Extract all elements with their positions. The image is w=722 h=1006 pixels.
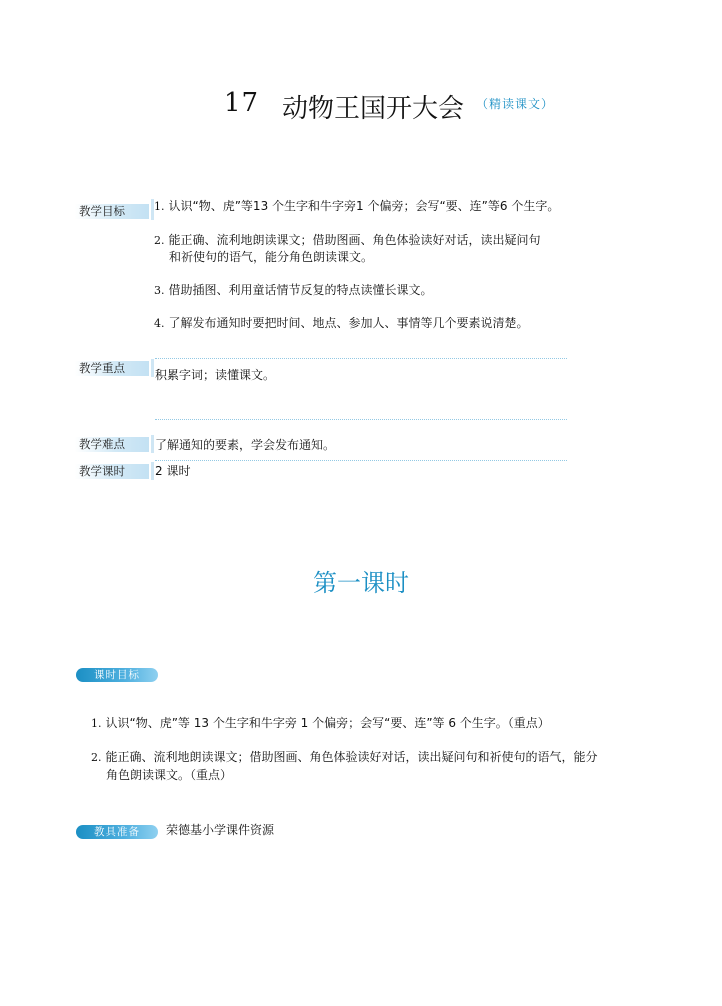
prep-badge: 教具准备 <box>76 825 158 839</box>
lesson-number: 17 <box>224 88 260 118</box>
objectives-label: 教学目标 <box>75 204 149 219</box>
goal-number: 1. <box>91 717 102 730</box>
lesson-goal-2-cont <box>106 766 232 785</box>
hours-label: 教学课时 <box>75 464 149 479</box>
key-points-label: 教学重点 <box>75 361 149 376</box>
divider <box>155 419 567 420</box>
divider <box>155 358 567 359</box>
title-subtitle: （精读课文） <box>476 97 555 111</box>
objective-item-2-cont <box>169 248 373 267</box>
hours-bar <box>151 462 154 480</box>
objective-text: 能正确、流利地朗读课文；借助图画、角色体验读好对话，读出疑问句 <box>168 233 541 247</box>
objective-number: 1. <box>154 200 165 213</box>
hours-text: 2 课时 <box>155 464 191 478</box>
goal-number: 2. <box>91 751 102 764</box>
objective-item-4 <box>154 314 529 333</box>
divider <box>155 460 567 461</box>
objective-number: 3. <box>154 284 165 297</box>
goal-text: 认识“物、虎”等 13 个生字和牛字旁 1 个偏旁；会写“要、连”等 6 个生字。（重点） <box>105 716 550 730</box>
key-points-text: 积累字词；读懂课文。 <box>155 368 276 382</box>
section-title: 第一课时 <box>313 569 409 597</box>
objective-item-1 <box>154 197 559 216</box>
objective-text: 和祈使句的语气，能分角色朗读课文。 <box>169 250 374 264</box>
objective-number: 2. <box>154 234 165 247</box>
prep-text: 荣德基小学课件资源 <box>166 823 275 837</box>
lesson-goals-badge: 课时目标 <box>76 668 158 682</box>
lesson-goal-1 <box>91 714 550 733</box>
difficulties-text: 了解通知的要素，学会发布通知。 <box>155 438 336 452</box>
goal-text: 能正确、流利地朗读课文；借助图画、角色体验读好对话，读出疑问句和祈使句的语气，能分 <box>105 750 598 764</box>
goal-text: 角色朗读课文。（重点） <box>106 768 233 782</box>
difficulties-bar <box>151 435 154 453</box>
objective-text: 借助插图、利用童话情节反复的特点读懂长课文。 <box>168 283 433 297</box>
objective-item-3 <box>154 281 433 300</box>
page-title: 动物王国开大会 <box>282 94 465 124</box>
key-points-bar <box>151 359 154 377</box>
lesson-goal-2 <box>91 748 598 767</box>
difficulties-label: 教学难点 <box>75 437 149 452</box>
objective-text: 了解发布通知时要把时间、地点、参加人、事情等几个要素说清楚。 <box>168 316 529 330</box>
objective-number: 4. <box>154 317 165 330</box>
objective-text: 认识“物、虎”等13 个生字和牛字旁1 个偏旁；会写“要、连”等6 个生字。 <box>168 199 560 213</box>
